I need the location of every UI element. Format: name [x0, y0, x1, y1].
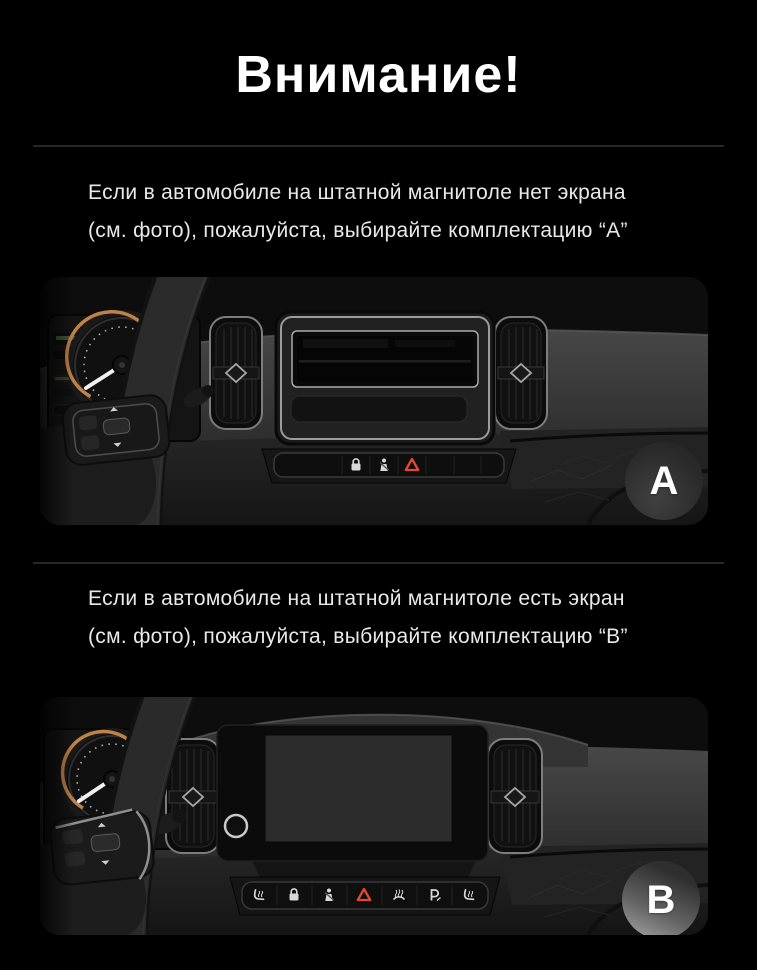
screen-display [265, 735, 452, 842]
photo-vignette [40, 277, 74, 525]
section-divider [33, 562, 724, 564]
steering-wheel-buttons [61, 394, 171, 467]
section-divider [33, 145, 724, 147]
screen-knob [225, 815, 247, 837]
photo-vignette [40, 697, 74, 935]
infotainment-screen [217, 725, 488, 877]
button-panel [230, 877, 500, 915]
instruction-text-a [88, 174, 628, 250]
instruction-text-b [88, 580, 628, 656]
air-vent-right [488, 739, 542, 853]
instruction-line: (см. фото), пожалуйста, выбирайте комплектацию “В” [88, 625, 628, 648]
radio-slot-empty [276, 312, 494, 444]
dashboard-illustration-b [40, 697, 708, 935]
dashboard-illustration-a [40, 277, 708, 525]
button-panel [262, 449, 516, 483]
variant-badge-a: A [625, 442, 703, 520]
instruction-line: Если в автомобиле на штатной магнитоле есть экран [88, 587, 625, 610]
air-vent-right [495, 317, 547, 429]
variant-badge-b: B [622, 861, 700, 935]
page-title: Внимание! [235, 46, 522, 104]
storage-tray [291, 396, 467, 422]
dashboard-photo-with-screen [40, 697, 708, 935]
dashboard-photo-no-screen [40, 277, 708, 525]
instruction-line: (см. фото), пожалуйста, выбирайте комплектацию “А” [88, 219, 628, 242]
instruction-line: Если в автомобиле на штатной магнитоле нет экрана [88, 181, 626, 204]
air-vent-left [210, 317, 262, 429]
